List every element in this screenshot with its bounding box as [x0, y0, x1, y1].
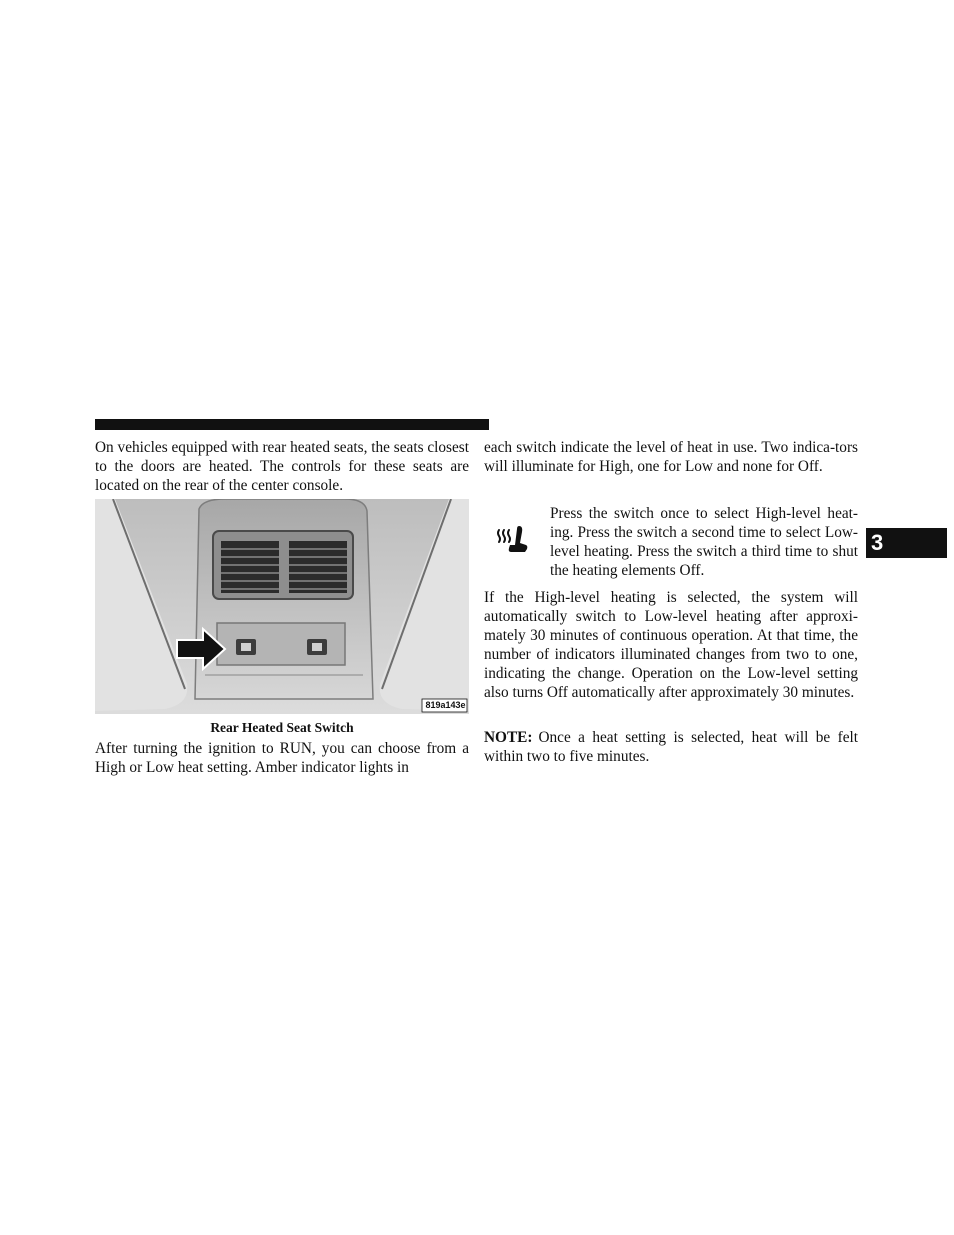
- chapter-tab: [866, 528, 947, 558]
- note-text: Once a heat setting is selected, heat will be felt within two to five minutes.: [484, 729, 858, 765]
- heated-seat-icon: [494, 524, 530, 554]
- figure-code: 819a143e: [425, 700, 466, 710]
- chapter-number: 3: [871, 530, 884, 555]
- note-paragraph: [484, 728, 858, 766]
- ignition-paragraph: After turning the ignition to RUN, you can choose from a High or Low heat setting. Amber indicator lights in: [95, 740, 469, 776]
- section-rule: [95, 419, 489, 430]
- console-photo: [95, 499, 469, 714]
- intro-paragraph: On vehicles equipped with rear heated seats, the seats closest to the doors are heated. The controls for these seats are located on the rear of the center console.: [95, 439, 469, 494]
- note-label: NOTE:: [484, 729, 533, 746]
- indicator-paragraph: each switch indicate the level of heat in use. Two indica-tors will illuminate for High, one for Low and none for Off.: [484, 439, 858, 475]
- switch-instructions-paragraph: Press the switch once to select High-level heat-ing. Press the switch a second time to select Low-level heating. Press the switch a third time to shut the heating elements Off.: [550, 505, 858, 579]
- figure-caption: Rear Heated Seat Switch: [210, 720, 354, 735]
- auto-switch-paragraph: If the High-level heating is selected, the system will automatically switch to Low-level heating after approxi-mately 30 minutes of continuous operation. At that time, the number of indicators illuminated changes from two to one, indicating the change. Operation on the Low-level setting also turns Off automatically after approximately 30 minutes.: [484, 589, 858, 701]
